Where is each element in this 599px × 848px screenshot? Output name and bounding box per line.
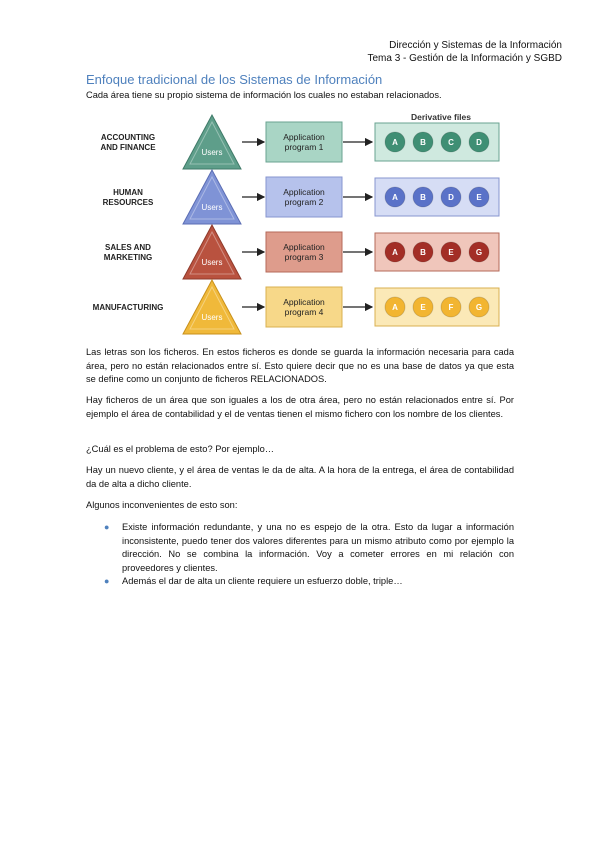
department-label: SALES AND MARKETING (103, 243, 153, 262)
diagram-row (103, 170, 499, 224)
page-header (367, 39, 562, 65)
file-label: A (392, 193, 398, 202)
paragraph-2: Hay ficheros de un área que son iguales a los de otra área, pero no están relacionados entre sí. Por ejemplo el área de contabilidad y el de ventas tienen el mismo fichero con los nombre de los clientes. (86, 395, 514, 419)
header-line-2: Tema 3 - Gestión de la Información y SGBD (367, 53, 562, 64)
diagram-row (100, 115, 499, 169)
list-item: ● Existe información redundante, y una no es espejo de la otra. Esto da lugar a información inconsistente, puedo tener dos valores diferentes para un mismo atributo como por ejemplo la dirección. No se combina la información. Voy a cometer errores en mi relación con proveedores y clientes. (104, 522, 514, 573)
intro-paragraph: Cada área tiene su propio sistema de información los cuales no estaban relacionados. (86, 90, 442, 100)
diagram-row (104, 225, 499, 279)
paragraph-4: Hay un nuevo cliente, y el área de ventas le da de alta. A la hora de la entrega, el área de contabilidad da de alta a dicho cliente. (86, 465, 514, 489)
file-label: F (448, 303, 454, 312)
header-line-1: Dirección y Sistemas de la Información (389, 40, 562, 51)
file-label: E (476, 193, 482, 202)
application-program-label: Application program 3 (283, 242, 325, 262)
file-label: A (392, 248, 398, 257)
application-program-label: Application program 2 (283, 187, 325, 207)
section-title: Enfoque tradicional de los Sistemas de Información (86, 72, 383, 87)
users-label: Users (201, 313, 223, 322)
paragraph-3: ¿Cuál es el problema de esto? Por ejemplo… (86, 444, 275, 454)
file-label: C (448, 138, 454, 147)
bullet-icon: ● (104, 522, 110, 532)
users-label: Users (201, 148, 223, 157)
department-label: ACCOUNTING AND FINANCE (100, 133, 156, 152)
diagram-row (93, 280, 499, 334)
file-label: A (392, 303, 398, 312)
bullet-list (86, 521, 514, 589)
traditional-file-systems-diagram (86, 108, 514, 336)
file-label: G (475, 303, 483, 312)
file-label: B (420, 138, 426, 147)
file-label: D (476, 138, 482, 147)
users-label: Users (201, 258, 223, 267)
file-label: A (392, 138, 398, 147)
department-label: MANUFACTURING (92, 303, 164, 312)
list-item: ● Además el dar de alta un cliente requiere un esfuerzo doble, triple… (86, 575, 514, 589)
file-label: G (475, 248, 483, 257)
file-label: B (420, 193, 426, 202)
users-label: Users (201, 203, 223, 212)
file-label: E (448, 248, 454, 257)
file-label: B (420, 248, 426, 257)
paragraph-1: Las letras son los ficheros. En estos ficheros es donde se guarda la información necesaria para cada área, pero no están relacionados entre sí. Esto quiere decir que no es una base de datos ya que esta se define como un conjunto de ficheros RELACIONADOS. (86, 347, 514, 384)
paragraph-5: Algunos inconvenientes de esto son: (86, 500, 238, 510)
application-program-label: Application program 4 (283, 297, 325, 317)
bullet-icon: ● (104, 576, 110, 586)
file-label: E (420, 303, 426, 312)
derivative-files-label: Derivative files (410, 112, 472, 122)
department-label: HUMAN RESOURCES (102, 188, 154, 207)
application-program-label: Application program 1 (283, 132, 325, 152)
file-label: D (448, 193, 454, 202)
